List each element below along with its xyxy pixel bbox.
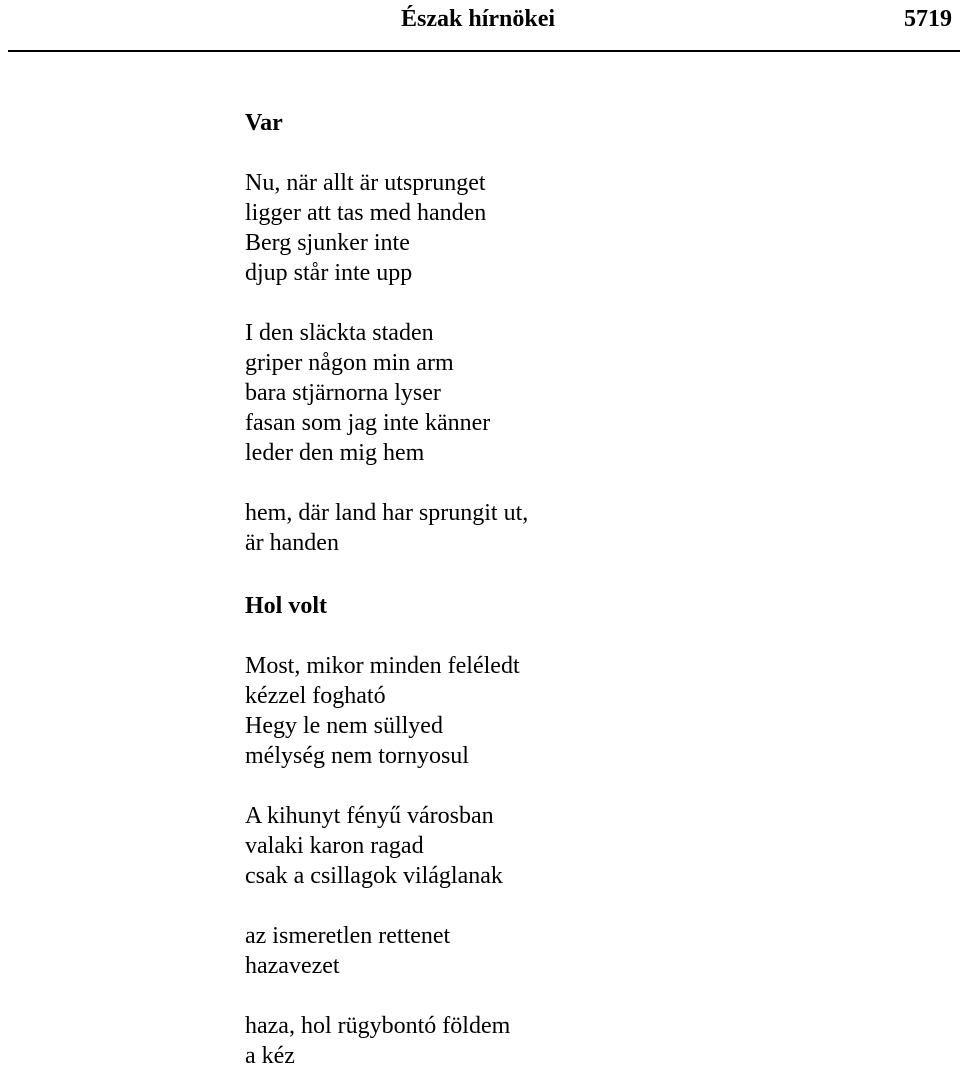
poem-line: leder den mig hem bbox=[245, 440, 425, 466]
stanza bbox=[245, 1011, 945, 1071]
poem-title: Var bbox=[245, 110, 283, 136]
stanza bbox=[245, 921, 945, 981]
poem-line: valaki karon ragad bbox=[245, 833, 424, 859]
poem-line: fasan som jag inte känner bbox=[245, 410, 491, 436]
stanza bbox=[245, 651, 945, 771]
poem-line: griper någon min arm bbox=[245, 350, 454, 376]
poem-line: är handen bbox=[245, 530, 339, 556]
page-header bbox=[0, 0, 960, 54]
poem-hungarian bbox=[245, 591, 945, 1071]
poem-line: A kihunyt fényű városban bbox=[245, 803, 494, 829]
poem-line: bara stjärnorna lyser bbox=[245, 380, 441, 406]
poem-line: Hegy le nem süllyed bbox=[245, 713, 443, 739]
poem-line: Most, mikor minden feléledt bbox=[245, 653, 520, 679]
page-number: 5719 bbox=[904, 6, 952, 32]
poem-line: kézzel fogható bbox=[245, 683, 386, 709]
poem-line: haza, hol rügybontó földem bbox=[245, 1013, 511, 1039]
stanza bbox=[245, 801, 945, 891]
poem-line: hazavezet bbox=[245, 953, 340, 979]
stanza bbox=[245, 318, 945, 468]
poem-line: a kéz bbox=[245, 1043, 295, 1069]
poem-line: mélység nem tornyosul bbox=[245, 743, 469, 769]
stanza bbox=[245, 498, 945, 558]
poem-line: hem, där land har sprungit ut, bbox=[245, 500, 529, 526]
header-divider bbox=[8, 50, 960, 52]
poem-line: ligger att tas med handen bbox=[245, 200, 487, 226]
poem-line: I den släckta staden bbox=[245, 320, 434, 346]
poem-line: Nu, när allt är utsprunget bbox=[245, 170, 486, 196]
running-title: Észak hírnökei bbox=[401, 6, 556, 32]
poem-title: Hol volt bbox=[245, 593, 327, 619]
poem-line: csak a csillagok világlanak bbox=[245, 863, 503, 889]
poem-line: djup står inte upp bbox=[245, 260, 413, 286]
stanza bbox=[245, 168, 945, 288]
poem-swedish bbox=[245, 108, 945, 558]
poem-line: az ismeretlen rettenet bbox=[245, 923, 451, 949]
poem-line: Berg sjunker inte bbox=[245, 230, 410, 256]
